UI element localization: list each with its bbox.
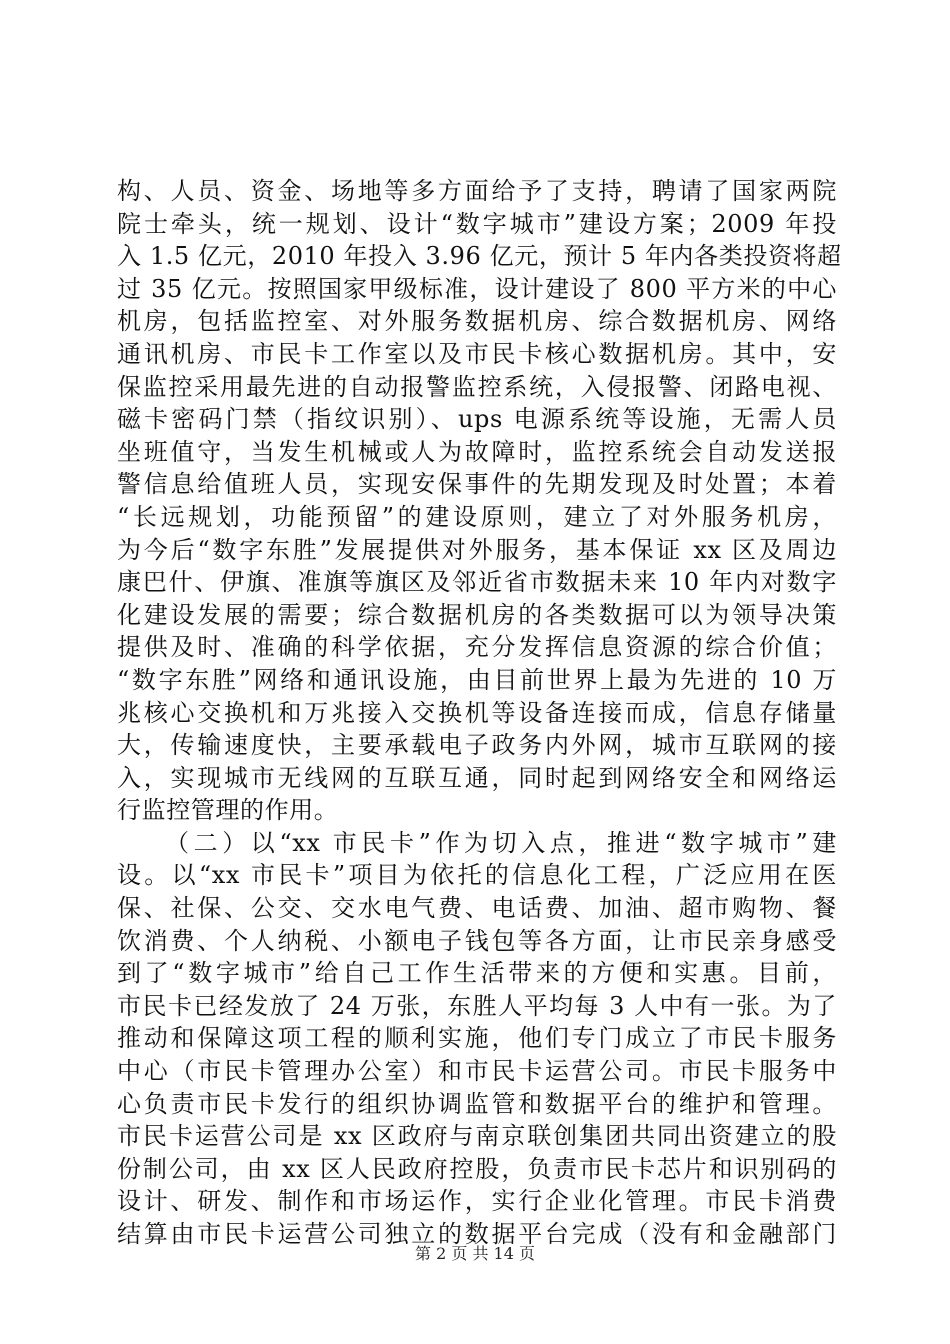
text-line: 磁卡密码门禁（指纹识别）、ups 电源系统等设施，无需人员	[117, 405, 837, 434]
text-line: 设。以“xx 市民卡”项目为依托的信息化工程，广泛应用在医	[117, 861, 837, 890]
text-line: 推动和保障这项工程的顺利实施，他们专门成立了市民卡服务	[117, 1024, 837, 1053]
text-line: 结算由市民卡运营公司独立的数据平台完成（没有和金融部门	[117, 1220, 837, 1248]
text-line: 构、人员、资金、场地等多方面给予了支持，聘请了国家两院	[117, 177, 837, 205]
text-line: 设计、研发、制作和市场运作，实行企业化管理。市民卡消费	[117, 1187, 837, 1216]
text-line: “数字东胜”网络和通讯设施，由目前世界上最为先进的 10 万	[117, 665, 837, 694]
paragraph-end-line: 行监控管理的作用。	[117, 796, 339, 825]
text-line: 入，实现城市无线网的互联互通，同时起到网络安全和网络运	[117, 763, 837, 792]
text-line: 过 35 亿元。按照国家甲级标准，设计建设了 800 平方米的中心	[117, 274, 837, 303]
text-line: 兆核心交换机和万兆接入交换机等设备连接而成，信息存储量	[117, 698, 837, 727]
text-line: 入 1.5 亿元，2010 年投入 3.96 亿元，预计 5 年内各类投资将超	[117, 242, 842, 271]
page-number-footer: 第 2 页 共 14 页	[415, 1244, 535, 1263]
text-line: 院士牵头，统一规划、设计“数字城市”建设方案；2009 年投	[117, 209, 837, 238]
text-line: 机房，包括监控室、对外服务数据机房、综合数据机房、网络	[117, 307, 837, 336]
section-heading-line: （二）以“xx 市民卡”作为切入点，推进“数字城市”建	[165, 828, 837, 857]
text-line: 市民卡已经发放了 24 万张，东胜人平均每 3 人中有一张。为了	[117, 991, 837, 1020]
text-line: 提供及时、准确的科学依据，充分发挥信息资源的综合价值；	[117, 633, 837, 662]
text-line: 饮消费、个人纳税、小额电子钱包等各方面，让市民亲身感受	[117, 926, 837, 955]
text-line: 大，传输速度快，主要承载电子政务内外网，城市互联网的接	[117, 731, 837, 760]
text-line: 保、社保、公交、交水电气费、电话费、加油、超市购物、餐	[117, 894, 837, 923]
text-line: 市民卡运营公司是 xx 区政府与南京联创集团共同出资建立的股	[117, 1122, 837, 1151]
text-line: 化建设发展的需要；综合数据机房的各类数据可以为领导决策	[117, 600, 837, 629]
text-line: 康巴什、伊旗、准旗等旗区及邻近省市数据未来 10 年内对数字	[117, 568, 837, 597]
text-line: 坐班值守，当发生机械或人为故障时，监控系统会自动发送报	[117, 437, 837, 466]
text-line: 警信息给值班人员，实现安保事件的先期发现及时处置；本着	[117, 470, 837, 499]
text-line: 到了“数字城市”给自己工作生活带来的方便和实惠。目前，	[117, 959, 837, 988]
text-line: 中心（市民卡管理办公室）和市民卡运营公司。市民卡服务中	[117, 1057, 837, 1086]
text-line: 保监控采用最先进的自动报警监控系统，入侵报警、闭路电视、	[117, 372, 837, 401]
text-line: 心负责市民卡发行的组织协调监管和数据平台的维护和管理。	[117, 1089, 837, 1118]
text-line: 为今后“数字东胜”发展提供对外服务，基本保证 xx 区及周边	[117, 535, 837, 564]
text-line: “长远规划，功能预留”的建设原则，建立了对外服务机房，	[117, 502, 837, 531]
document-body	[117, 175, 842, 1251]
text-line: 通讯机房、市民卡工作室以及市民卡核心数据机房。其中，安	[117, 339, 837, 368]
text-line: 份制公司，由 xx 区人民政府控股，负责市民卡芯片和识别码的	[117, 1154, 837, 1183]
